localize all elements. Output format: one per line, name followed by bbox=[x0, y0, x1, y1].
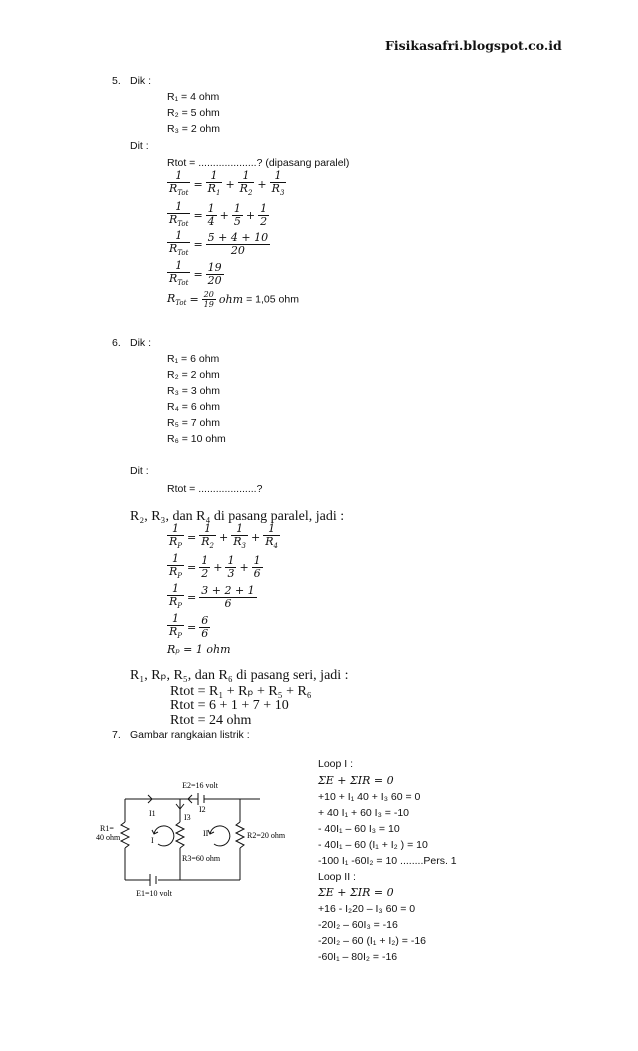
loop1-line-6: -100 I₁ -60I₂ = 10 ........Pers. 1 bbox=[318, 855, 457, 867]
q6-dit: Dit : bbox=[130, 465, 149, 477]
e1-label: E1=10 volt bbox=[136, 889, 172, 898]
q6-number: 6. bbox=[112, 337, 121, 349]
q5-eq5: $R_{Tot}$ = $\frac{20}{19}$ ohm = 1,05 ohm bbox=[167, 290, 299, 309]
q5-eq4: $\frac{1}{R_{Tot}}$ = $\frac{19}{20}$ bbox=[169, 259, 222, 288]
q6-r4: R₄ = 6 ohm bbox=[167, 401, 221, 413]
q5-rtot-question: Rtot = ....................? (dipasang paralel) bbox=[167, 157, 350, 169]
i2-label: I2 bbox=[199, 805, 206, 814]
q7-number: 7. bbox=[112, 729, 121, 741]
q6-r5: R₅ = 7 ohm bbox=[167, 417, 220, 429]
i1-label: I1 bbox=[149, 809, 156, 818]
q5-r3: R₃ = 2 ohm bbox=[167, 123, 221, 135]
loop-ii-label: II bbox=[203, 829, 209, 838]
q6-rtot-question: Rtot = ....................? bbox=[167, 483, 263, 495]
loop2-line-5: -60I₁ – 80I₂ = -16 bbox=[318, 951, 398, 963]
r1-label-a: R1= bbox=[100, 824, 114, 833]
q5-eq2: $\frac{1}{R_{Tot}}$ = $\frac{1}{4}$ + $\frac{1}{5}$ + $\frac{1}{2}$ bbox=[169, 200, 268, 229]
loop1-line-2: +10 + I₁ 40 + I₃ 60 = 0 bbox=[318, 791, 421, 803]
q6-r2: R₂ = 2 ohm bbox=[167, 369, 220, 381]
r1-label-b: 40 ohm bbox=[96, 833, 121, 842]
r3-label: R3=60 ohm bbox=[182, 854, 221, 863]
q5-dik: Dik : bbox=[130, 75, 151, 87]
q6-dik: Dik : bbox=[130, 337, 151, 349]
circuit-diagram bbox=[92, 772, 302, 898]
q5-number: 5. bbox=[112, 75, 121, 87]
q6-eq4: $\frac{1}{R_P}$ = $\frac{6}{6}$ bbox=[169, 612, 209, 641]
q6-series-2: Rtot = 6 + 1 + 7 + 10 bbox=[170, 698, 289, 713]
e2-label: E2=16 volt bbox=[182, 781, 218, 790]
site-header: Fisikasafri.blogspot.co.id bbox=[385, 38, 562, 53]
q5-eq3: $\frac{1}{R_{Tot}}$ = $\frac{5 + 4 + 10}{20}$ bbox=[169, 229, 269, 258]
loop2-line-2: +16 - I₂20 – I₃ 60 = 0 bbox=[318, 903, 416, 915]
loop2-line-3: -20I₂ – 60I₃ = -16 bbox=[318, 919, 398, 931]
loop1-line-4: - 40I₁ – 60 I₃ = 10 bbox=[318, 823, 400, 835]
q5-r1: R₁ = 4 ohm bbox=[167, 91, 220, 103]
q5-dit: Dit : bbox=[130, 140, 149, 152]
r2-label: R2=20 ohm bbox=[247, 831, 286, 840]
q6-series-note: R₁, Rₚ, R₅, dan R₆ di pasang seri, jadi : bbox=[130, 668, 349, 683]
loop-i-label: I bbox=[151, 836, 154, 845]
loop1-line-0: Loop I : bbox=[318, 758, 354, 770]
q6-r6: R₆ = 10 ohm bbox=[167, 433, 226, 445]
q6-series-1: Rtot = R₁ + Rₚ + R₅ + R₆ bbox=[170, 684, 312, 699]
loop2-line-4: -20I₂ – 60 (I₁ + I₂) = -16 bbox=[318, 935, 426, 947]
q6-eq3: $\frac{1}{R_P}$ = $\frac{3 + 2 + 1}{6}$ bbox=[169, 582, 255, 611]
q6-parallel-note: R₂, R₃, dan R₄ di pasang paralel, jadi : bbox=[130, 509, 345, 524]
q7-title: Gambar rangkaian listrik : bbox=[130, 729, 250, 741]
loop1-line-3: + 40 I₁ + 60 I₃ = -10 bbox=[318, 807, 410, 819]
q6-eq2: $\frac{1}{R_P}$ = $\frac{1}{2}$ + $\frac{1}{3}$ + $\frac{1}{6}$ bbox=[169, 552, 261, 581]
loop1-line-5: - 40I₁ – 60 (I₁ + I₂ ) = 10 bbox=[318, 839, 428, 851]
i3-label: I3 bbox=[184, 813, 191, 822]
q5-result: = 1,05 ohm bbox=[246, 293, 299, 306]
loop2-line-1: ΣE + ΣIR = 0 bbox=[318, 886, 394, 899]
q6-r1: R₁ = 6 ohm bbox=[167, 353, 220, 365]
q6-rp-result: Rₚ = 1 ohm bbox=[167, 643, 231, 656]
loop1-line-1: ΣE + ΣIR = 0 bbox=[318, 774, 394, 787]
q5-eq1: $\frac{1}{R_{Tot}}$ = $\frac{1}{R_1}$ + $\frac{1}{R_2}$ + $\frac{1}{R_3}$ bbox=[169, 169, 285, 198]
q5-r2: R₂ = 5 ohm bbox=[167, 107, 220, 119]
q6-series-3: Rtot = 24 ohm bbox=[170, 713, 252, 728]
q6-r3: R₃ = 3 ohm bbox=[167, 385, 221, 397]
q6-eq1: $\frac{1}{R_P}$ = $\frac{1}{R_2}$ + $\frac{1}{R_3}$ + $\frac{1}{R_4}$ bbox=[169, 522, 278, 551]
loop2-line-0: Loop II : bbox=[318, 871, 356, 883]
